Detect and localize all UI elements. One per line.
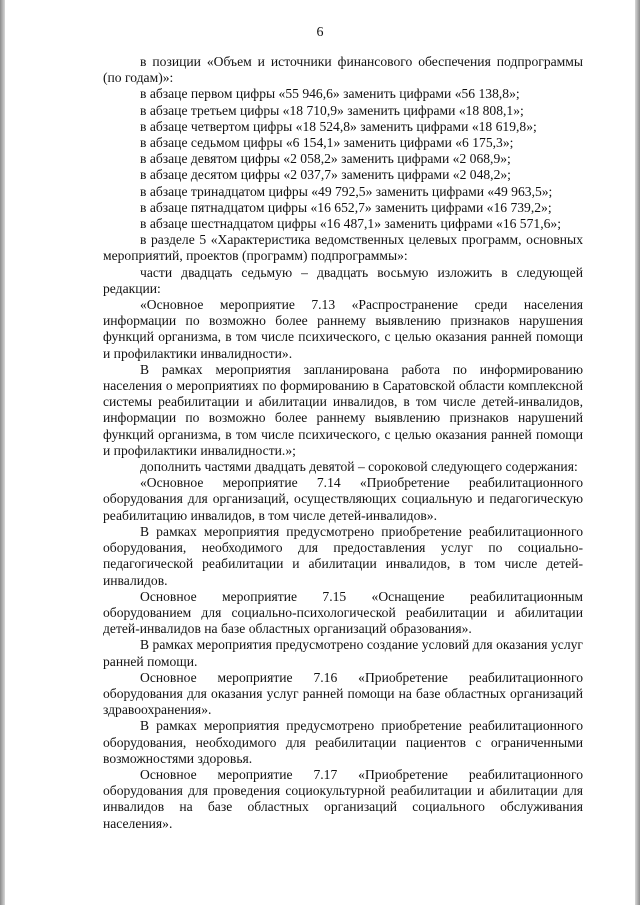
amendment-list: [103, 86, 583, 232]
paragraph-measure-7-15-detail: В рамках мероприятия предусмотрено создание условий для оказания услуг ранней помощи.: [103, 637, 583, 669]
list-item: в абзаце первом цифры «55 946,6» заменить цифрами «56 138,8»;: [140, 86, 520, 102]
paragraph-measure-7-16: Основное мероприятие 7.16 «Приобретение реабилитационного оборудования для оказания услуг ранней помощи на базе областных организаций здравоохранения».: [103, 669, 583, 718]
list-item: в абзаце шестнадцатом цифры «16 487,1» заменить цифрами «16 571,6»;: [140, 216, 561, 232]
paragraph-measure-7-13: «Основное мероприятие 7.13 «Распространение среди населения информации по возможно более раннему выявлению признаков нарушения функций организма, в том числе психического, с целью оказания ранней помощи и профилактики инвалидности».: [103, 297, 583, 361]
paragraph-measure-7-14-detail: В рамках мероприятия предусмотрено приобретение реабилитационного оборудования, необходимого для предоставления услуг по социально-педагогической реабилитации и абилитации инвалидов, в том числе детей-инвалидов.: [103, 523, 583, 588]
paragraph-intro: в позиции «Объем и источники финансового обеспечения подпрограммы (по годам)»:: [103, 54, 583, 86]
paragraph-measure-7-15: Основное мероприятие 7.15 «Оснащение реабилитационным оборудованием для социально-психологической реабилитации и абилитации детей-инвалидов на базе областных организаций образования».: [103, 588, 583, 637]
list-item: в абзаце пятнадцатом цифры «16 652,7» заменить цифрами «16 739,2»;: [140, 199, 552, 215]
paragraph-measure-7-16-detail: В рамках мероприятия предусмотрено приобретение реабилитационного оборудования, необходимого для реабилитации пациентов с ограниченными возможностями здоровья.: [103, 718, 583, 766]
paragraph-measure-7-14: «Основное мероприятие 7.14 «Приобретение реабилитационного оборудования для организаций, осуществляющих социальную и педагогическую реабилитацию инвалидов, в том числе детей-инвалидов».: [103, 475, 583, 523]
list-item: в абзаце четвертом цифры «18 524,8» заменить цифрами «18 619,8»;: [140, 118, 537, 134]
list-item: в абзаце девятом цифры «2 058,2» заменить цифрами «2 068,9»;: [140, 151, 511, 167]
paragraph-add-parts: дополнить частями двадцать девятой – сороковой следующего содержания:: [140, 459, 578, 475]
scan-edge-right: [635, 0, 640, 905]
list-item: в абзаце десятом цифры «2 037,7» заменить цифрами «2 048,2»;: [140, 167, 511, 183]
paragraph-measure-7-13-detail: В рамках мероприятия запланирована работа по информированию населения о мероприятиях по формированию в Саратовской области комплексной системы реабилитации и абилитации инвалидов, в том числе детей-инвалидов, информации по возможно более раннему выявлению признаков нарушений функций организма, в том числе психического, с целью оказания ранней помощи и профилактики инвалидности.»;: [103, 361, 583, 458]
paragraph-measure-7-17: Основное мероприятие 7.17 «Приобретение реабилитационного оборудования для проведения социокультурной реабилитации и абилитации для инвалидов на базе областных организаций социального обслуживания населения».: [103, 766, 583, 831]
paragraph-section5: в разделе 5 «Характеристика ведомственных целевых программ, основных мероприятий, проектов (программ) подпрограммы»:: [103, 232, 583, 264]
document-body: [103, 54, 583, 832]
list-item: в абзаце тринадцатом цифры «49 792,5» заменить цифрами «49 963,5»;: [140, 183, 553, 199]
paragraph-parts-27-28: части двадцать седьмую – двадцать восьмую изложить в следующей редакции:: [103, 264, 583, 296]
list-item: в абзаце третьем цифры «18 710,9» заменить цифрами «18 808,1»;: [140, 102, 524, 118]
scan-edge-left: [0, 0, 5, 905]
list-item: в абзаце седьмом цифры «6 154,1» заменить цифрами «6 175,3»;: [140, 135, 514, 151]
page-number: 6: [316, 25, 324, 40]
